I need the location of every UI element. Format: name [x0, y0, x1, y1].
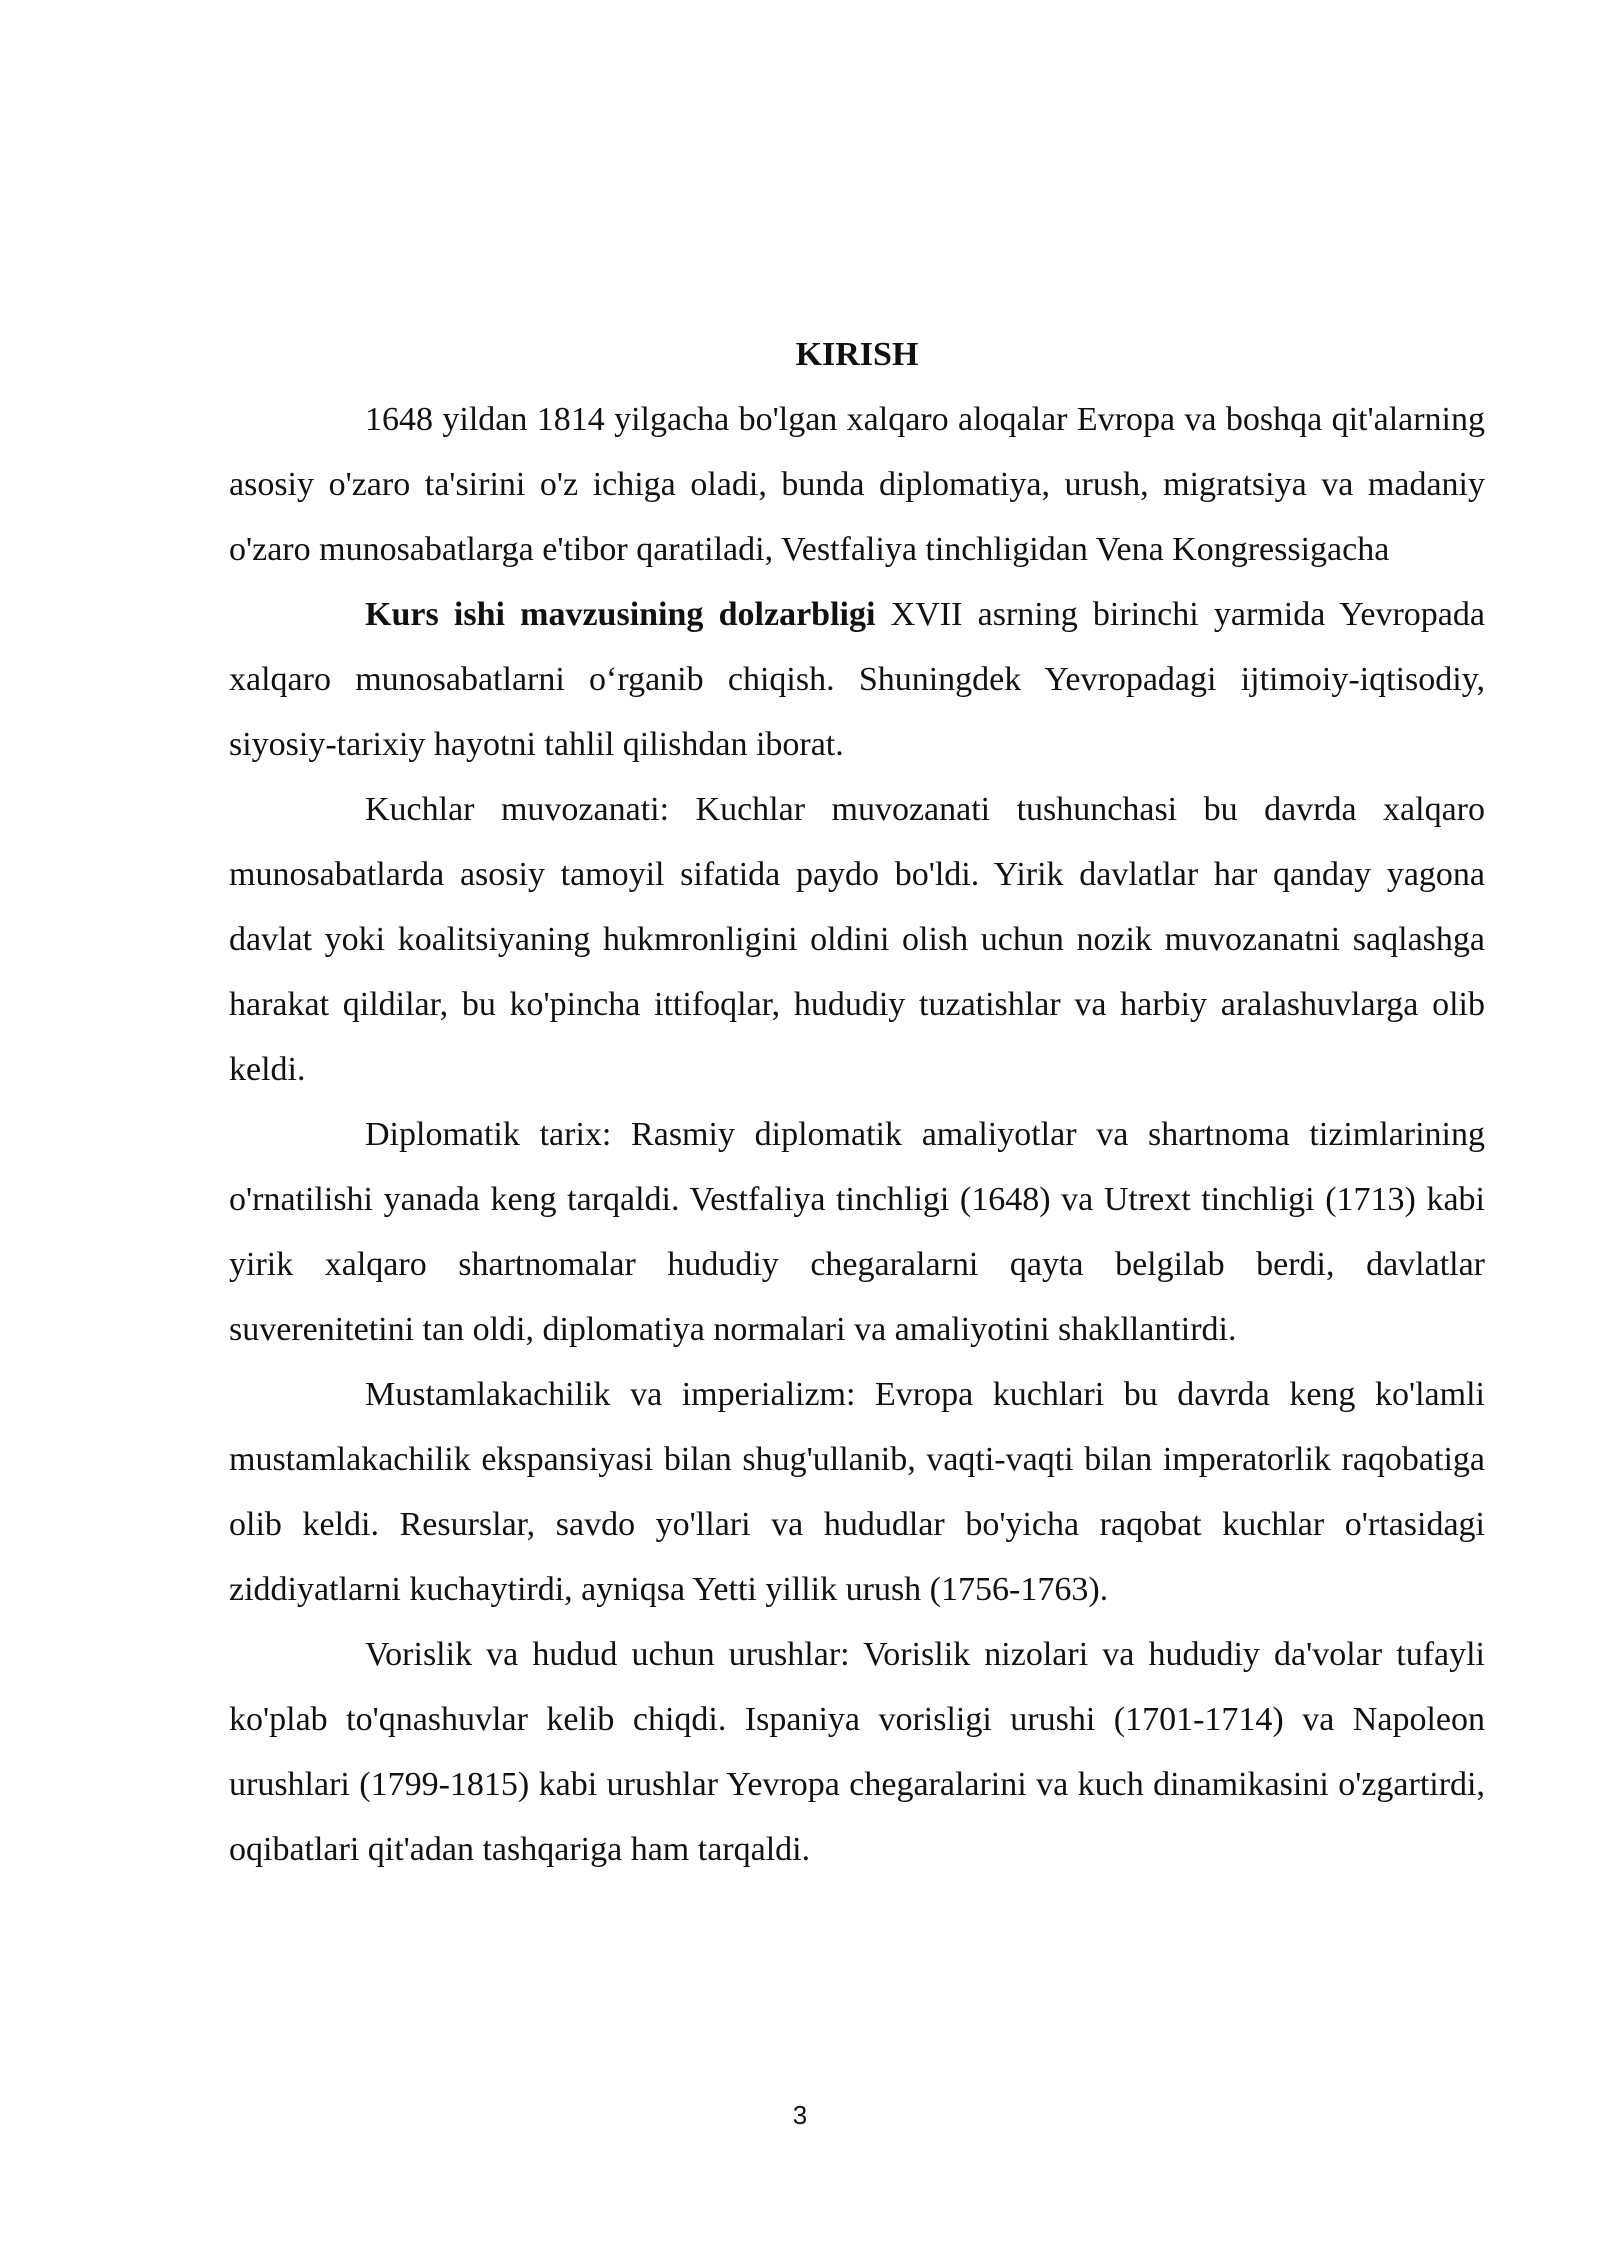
- paragraph-2-text: XVII asrning birinchi yarmida Yevropada xalqaro munosabatlarni o‘rganib chiqish. Shuningdek Yevropadagi ijtimoiy-iqtisodiy, siyosiy-tarixiy hayotni tahlil qilishdan iborat.: [229, 596, 1485, 763]
- paragraph-3-text: Kuchlar muvozanati: Kuchlar muvozanati tushunchasi bu davrda xalqaro munosabatlarda asosiy tamoyil sifatida paydo bo'ldi. Yirik davlatlar har qanday yagona davlat yoki koalitsiyaning hukmronligini oldini olish uchun nozik muvozanatni saqlashga harakat qildilar, bu ko'pincha ittifoqlar, hududiy tuzatishlar va harbiy aralashuvlarga olib keldi.: [229, 791, 1485, 1088]
- paragraph-2-lead: Kurs ishi mavzusining dolzarbligi: [365, 596, 876, 633]
- paragraph-4: [229, 1102, 1485, 1362]
- paragraph-6-text: Vorislik va hudud uchun urushlar: Vorislik nizolari va hududiy da'volar tufayli ko'plab to'qnashuvlar kelib chiqdi. Ispaniya vorisligi urushi (1701-1714) va Napoleon urushlari (1799-1815) kabi urushlar Yevropa chegaralarini va kuch dinamikasini o'zgartirdi, oqibatlari qit'adan tashqariga ham tarqaldi.: [229, 1636, 1485, 1868]
- paragraph-3: [229, 777, 1485, 1102]
- paragraph-5-text: Mustamlakachilik va imperializm: Evropa kuchlari bu davrda keng ko'lamli mustamlakachilik ekspansiyasi bilan shug'ullanib, vaqti-vaqti bilan imperatorlik raqobatiga olib keldi. Resurslar, savdo yo'llari va hududlar bo'yicha raqobat kuchlar o'rtasidagi ziddiyatlarni kuchaytirdi, ayniqsa Yetti yillik urush (1756-1763).: [229, 1376, 1485, 1608]
- paragraph-6: [229, 1622, 1485, 1882]
- paragraph-5: [229, 1362, 1485, 1622]
- paragraph-4-text: Diplomatik tarix: Rasmiy diplomatik amaliyotlar va shartnoma tizimlarining o'rnatilishi yanada keng tarqaldi. Vestfaliya tinchligi (1648) va Utrext tinchligi (1713) kabi yirik xalqaro shartnomalar hududiy chegaralarni qayta belgilab berdi, davlatlar suverenitetini tan oldi, diplomatiya normalari va amaliyotini shakllantirdi.: [229, 1116, 1485, 1348]
- paragraph-2: [229, 582, 1485, 777]
- paragraph-1-text: 1648 yildan 1814 yilgacha bo'lgan xalqaro aloqalar Evropa va boshqa qit'alarning asosiy o'zaro ta'sirini o'z ichiga oladi, bunda diplomatiya, urush, migratsiya va madaniy o'zaro munosabatlarga e'tibor qaratiladi, Vestfaliya tinchligidan Vena Kongressigacha: [229, 401, 1485, 568]
- paragraph-1: [229, 387, 1485, 582]
- page-heading: KIRISH: [795, 336, 919, 373]
- page-content: [229, 330, 1485, 1882]
- page-number: 3: [792, 2100, 808, 2130]
